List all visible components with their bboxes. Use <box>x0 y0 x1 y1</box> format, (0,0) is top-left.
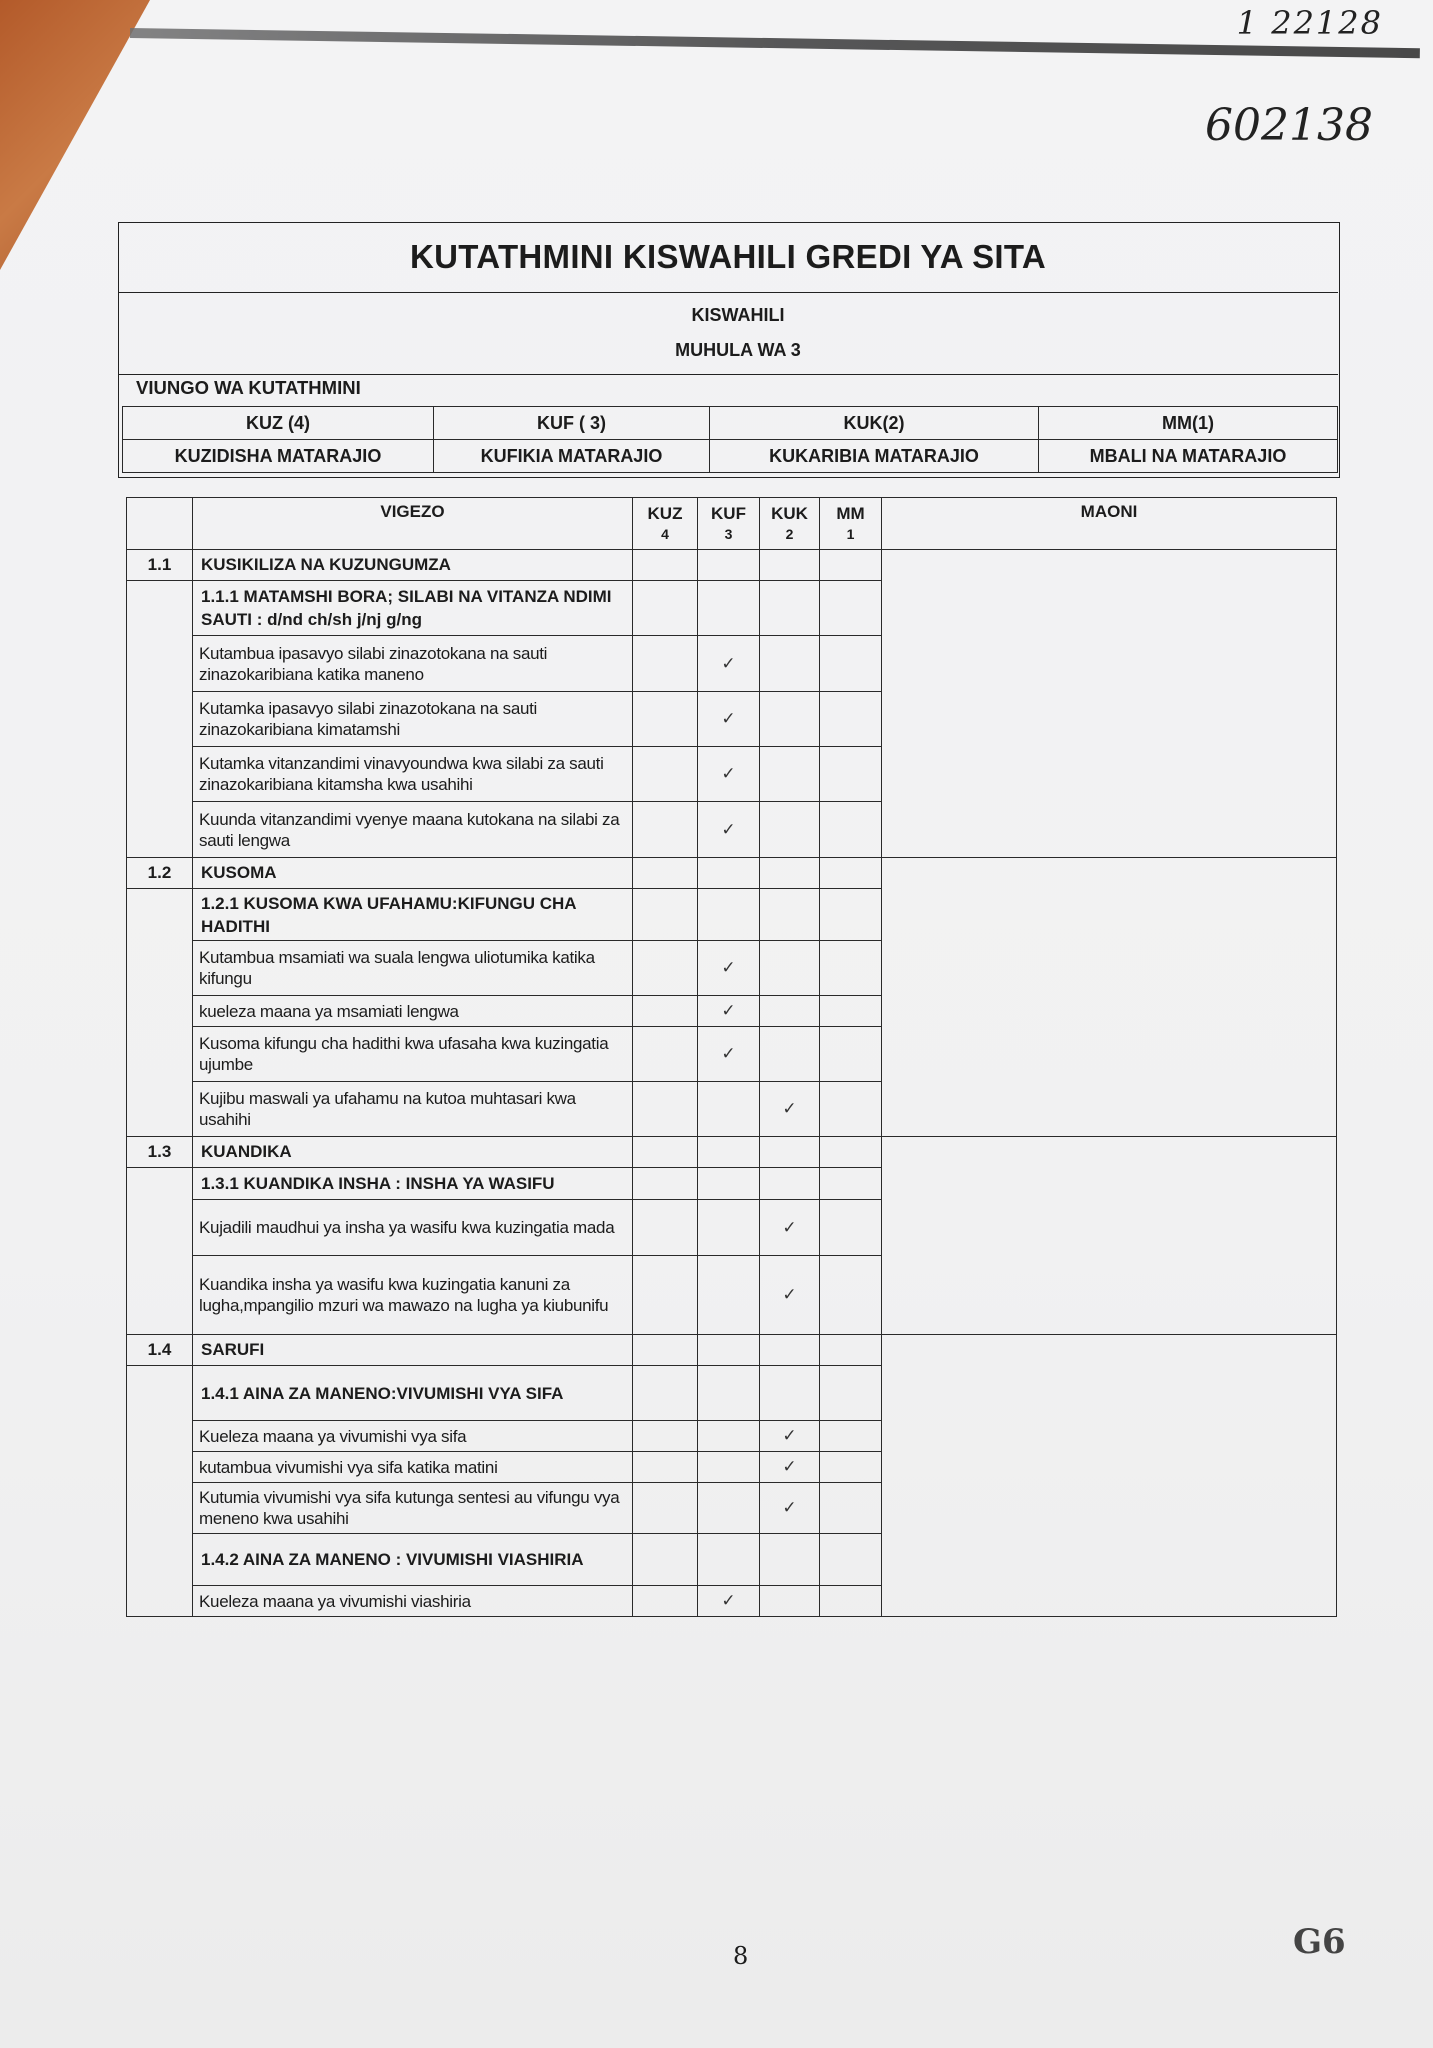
rating-cell <box>760 1366 820 1421</box>
rating-cell <box>633 996 698 1027</box>
rating-cell <box>698 1027 760 1082</box>
scale-code: MM(1) <box>1039 407 1338 440</box>
criterion-text: Kutamka vitanzandimi vinavyoundwa kwa silabi za sauti zinazokaribiana kitamsha kwa usahihi <box>193 747 633 802</box>
grade-code: G6 <box>1293 1922 1346 1962</box>
criterion-text: Kuunda vitanzandimi vyenye maana kutokana na silabi za sauti lengwa <box>193 802 633 858</box>
rating-cell <box>698 1452 760 1483</box>
rating-cell <box>698 1335 760 1366</box>
checkmark-icon: ✓ <box>782 1285 797 1305</box>
rating-cell <box>698 996 760 1027</box>
rating-cell <box>820 1168 882 1200</box>
checkmark-icon: ✓ <box>782 1426 797 1446</box>
section-title: KUSOMA <box>193 858 633 889</box>
rating-cell <box>760 636 820 692</box>
criterion-text: Kutamka ipasavyo silabi zinazotokana na sauti zinazokaribiana kimatamshi <box>193 692 633 747</box>
number-column-blank <box>127 1366 193 1617</box>
rating-cell <box>760 941 820 996</box>
scale-codes-row <box>123 407 1338 440</box>
rating-cell <box>760 996 820 1027</box>
maoni-cell <box>882 1335 1337 1617</box>
rating-cell <box>633 1082 698 1137</box>
criterion-text: Kusoma kifungu cha hadithi kwa ufasaha kwa kuzingatia ujumbe <box>193 1027 633 1082</box>
rating-cell <box>820 1452 882 1483</box>
header-kuf-number: 3 <box>724 525 733 542</box>
checkmark-icon: ✓ <box>721 653 736 674</box>
page-number: 8 <box>733 1942 749 1970</box>
subsection-title: 1.4.1 AINA ZA MANENO:VIVUMISHI VYA SIFA <box>193 1366 633 1421</box>
subsection-title: 1.4.2 AINA ZA MANENO : VIVUMISHI VIASHIRIA <box>193 1534 633 1586</box>
rating-cell <box>633 941 698 996</box>
scale-meaning: MBALI NA MATARAJIO <box>1039 440 1338 473</box>
scale-code: KUK(2) <box>710 407 1039 440</box>
criterion-text: kueleza maana ya msamiati lengwa <box>193 996 633 1027</box>
maoni-cell <box>882 550 1337 858</box>
rating-cell <box>760 1335 820 1366</box>
rating-cell <box>760 1027 820 1082</box>
rating-cell <box>633 1256 698 1335</box>
rating-cell <box>698 1200 760 1256</box>
rating-cell <box>698 1586 760 1617</box>
section-row <box>127 1137 1337 1168</box>
criterion-text: Kutambua ipasavyo silabi zinazotokana na sauti zinazokaribiana katika maneno <box>193 636 633 692</box>
number-column-blank <box>127 581 193 858</box>
scale-meaning: KUKARIBIA MATARAJIO <box>710 440 1039 473</box>
rating-cell <box>820 889 882 941</box>
rating-cell <box>760 747 820 802</box>
rating-cell <box>633 1335 698 1366</box>
header-maoni: MAONI <box>882 498 1337 550</box>
subject-label: KISWAHILI <box>691 305 785 325</box>
rating-cell <box>633 636 698 692</box>
rating-cell <box>820 1586 882 1617</box>
header-divider-1 <box>118 292 1338 293</box>
rating-cell <box>760 1082 820 1137</box>
number-column-blank <box>127 1168 193 1335</box>
rating-cell <box>820 1027 882 1082</box>
rating-cell <box>633 581 698 636</box>
subsection-title: 1.3.1 KUANDIKA INSHA : INSHA YA WASIFU <box>193 1168 633 1200</box>
header-mm-label: MM <box>836 503 865 523</box>
criterion-text: Kueleza maana ya vivumishi vya sifa <box>193 1421 633 1452</box>
section-row <box>127 550 1337 581</box>
rating-cell <box>820 1335 882 1366</box>
checkmark-icon: ✓ <box>782 1457 797 1477</box>
section-number: 1.1 <box>127 550 193 581</box>
rating-cell <box>760 1534 820 1586</box>
header-kuz-label: KUZ <box>647 503 683 523</box>
rating-cell <box>698 1483 760 1534</box>
rating-cell <box>820 550 882 581</box>
rating-cell <box>698 1137 760 1168</box>
rating-cell <box>633 1137 698 1168</box>
rating-cell <box>698 1366 760 1421</box>
checkmark-icon: ✓ <box>721 764 736 784</box>
checkmark-icon: ✓ <box>721 958 736 978</box>
checkmark-icon: ✓ <box>721 1591 736 1611</box>
rating-cell <box>820 1200 882 1256</box>
subsection-title: 1.2.1 KUSOMA KWA UFAHAMU:KIFUNGU CHA HADITHI <box>193 889 633 941</box>
rating-cell <box>698 692 760 747</box>
rating-cell <box>760 1586 820 1617</box>
viungo-label: VIUNGO WA KUTATHMINI <box>136 377 361 398</box>
header-mm-number: 1 <box>846 525 855 542</box>
number-column-blank <box>127 889 193 1137</box>
rating-cell <box>633 1200 698 1256</box>
header-kuk <box>760 498 820 550</box>
criterion-text: kutambua vivumishi vya sifa katika matini <box>193 1452 633 1483</box>
rating-cell <box>820 996 882 1027</box>
checkmark-icon: ✓ <box>721 1001 736 1021</box>
rating-cell <box>698 858 760 889</box>
rating-cell <box>760 889 820 941</box>
handwritten-number: 602138 <box>1205 100 1373 151</box>
header-kuz-number: 4 <box>661 525 669 542</box>
rating-cell <box>633 889 698 941</box>
rating-cell <box>820 802 882 858</box>
rating-cell <box>820 1137 882 1168</box>
header-divider-2 <box>118 374 1338 375</box>
criterion-text: Kujadili maudhui ya insha ya wasifu kwa kuzingatia mada <box>193 1200 633 1256</box>
rating-cell <box>760 802 820 858</box>
table-header-row <box>127 498 1337 550</box>
checkmark-icon: ✓ <box>782 1099 797 1119</box>
section-title: SARUFI <box>193 1335 633 1366</box>
rating-cell <box>820 1256 882 1335</box>
header-mm <box>820 498 882 550</box>
rating-cell <box>820 1082 882 1137</box>
rating-cell <box>820 581 882 636</box>
rating-cell <box>633 1483 698 1534</box>
header-blank <box>127 498 193 550</box>
term-label: MUHULA WA 3 <box>675 340 801 360</box>
rating-cell <box>633 1452 698 1483</box>
rating-cell <box>698 747 760 802</box>
rating-cell <box>820 858 882 889</box>
subsection-title: 1.1.1 MATAMSHI BORA; SILABI NA VITANZA NDIMI SAUTI : d/nd ch/sh j/nj g/ng <box>193 581 633 636</box>
rating-cell <box>633 747 698 802</box>
header-kuk-label: KUK <box>771 503 808 523</box>
rating-cell <box>820 1421 882 1452</box>
rating-cell <box>633 1421 698 1452</box>
page-title: KUTATHMINI KISWAHILI GREDI YA SITA <box>410 238 1046 275</box>
rating-cell <box>760 1137 820 1168</box>
scale-code: KUF ( 3) <box>434 407 710 440</box>
section-number: 1.2 <box>127 858 193 889</box>
rating-cell <box>698 802 760 858</box>
criterion-text: Kutambua msamiati wa suala lengwa uliotumika katika kifungu <box>193 941 633 996</box>
rating-cell <box>633 1168 698 1200</box>
section-number: 1.3 <box>127 1137 193 1168</box>
rating-cell <box>698 1256 760 1335</box>
header-kuz <box>633 498 698 550</box>
section-number: 1.4 <box>127 1335 193 1366</box>
maoni-cell <box>882 858 1337 1137</box>
handwritten-top-note: 1 22128 <box>1236 4 1383 42</box>
rating-cell <box>820 1483 882 1534</box>
assessment-table <box>126 497 1337 1617</box>
rating-cell <box>698 1534 760 1586</box>
header-kuf-label: KUF <box>711 503 746 523</box>
header-vigezo: VIGEZO <box>193 498 633 550</box>
rating-cell <box>760 1483 820 1534</box>
rating-cell <box>820 1534 882 1586</box>
section-row <box>127 858 1337 889</box>
rating-cell <box>633 1586 698 1617</box>
criterion-text: Kuandika insha ya wasifu kwa kuzingatia kanuni za lugha,mpangilio mzuri wa mawazo na lugha ya kiubunifu <box>193 1256 633 1335</box>
rating-cell <box>820 1366 882 1421</box>
rating-cell <box>760 1421 820 1452</box>
scale-meanings-row <box>123 440 1338 473</box>
header-kuk-number: 2 <box>785 525 794 542</box>
rating-cell <box>760 1168 820 1200</box>
checkmark-icon: ✓ <box>721 819 736 840</box>
rating-cell <box>698 1082 760 1137</box>
rating-cell <box>820 747 882 802</box>
rating-cell <box>760 550 820 581</box>
rating-cell <box>698 636 760 692</box>
rating-cell <box>698 1168 760 1200</box>
rating-cell <box>760 1200 820 1256</box>
section-row <box>127 1335 1337 1366</box>
header-kuf <box>698 498 760 550</box>
criterion-text: Kutumia vivumishi vya sifa kutunga sentesi au vifungu vya meneno kwa usahihi <box>193 1483 633 1534</box>
rating-cell <box>633 692 698 747</box>
checkmark-icon: ✓ <box>721 1044 736 1064</box>
rating-cell <box>820 692 882 747</box>
rating-cell <box>760 692 820 747</box>
rating-cell <box>820 636 882 692</box>
rating-cell <box>698 581 760 636</box>
scale-code: KUZ (4) <box>123 407 434 440</box>
rating-cell <box>698 941 760 996</box>
rating-cell <box>760 858 820 889</box>
rating-cell <box>760 1452 820 1483</box>
criterion-text: Kujibu maswali ya ufahamu na kutoa muhtasari kwa usahihi <box>193 1082 633 1137</box>
criterion-text: Kueleza maana ya vivumishi viashiria <box>193 1586 633 1617</box>
rating-cell <box>633 858 698 889</box>
rating-cell <box>698 550 760 581</box>
scale-table <box>122 406 1338 473</box>
checkmark-icon: ✓ <box>721 709 736 729</box>
rating-cell <box>633 1534 698 1586</box>
scale-meaning: KUFIKIA MATARAJIO <box>434 440 710 473</box>
scale-meaning: KUZIDISHA MATARAJIO <box>123 440 434 473</box>
rating-cell <box>760 581 820 636</box>
rating-cell <box>760 1256 820 1335</box>
rating-cell <box>698 889 760 941</box>
rating-cell <box>820 941 882 996</box>
rating-cell <box>633 1027 698 1082</box>
maoni-cell <box>882 1137 1337 1335</box>
section-title: KUSIKILIZA NA KUZUNGUMZA <box>193 550 633 581</box>
rating-cell <box>633 1366 698 1421</box>
rating-cell <box>698 1421 760 1452</box>
checkmark-icon: ✓ <box>782 1498 797 1518</box>
rating-cell <box>633 550 698 581</box>
checkmark-icon: ✓ <box>782 1217 797 1238</box>
rating-cell <box>633 802 698 858</box>
section-title: KUANDIKA <box>193 1137 633 1168</box>
